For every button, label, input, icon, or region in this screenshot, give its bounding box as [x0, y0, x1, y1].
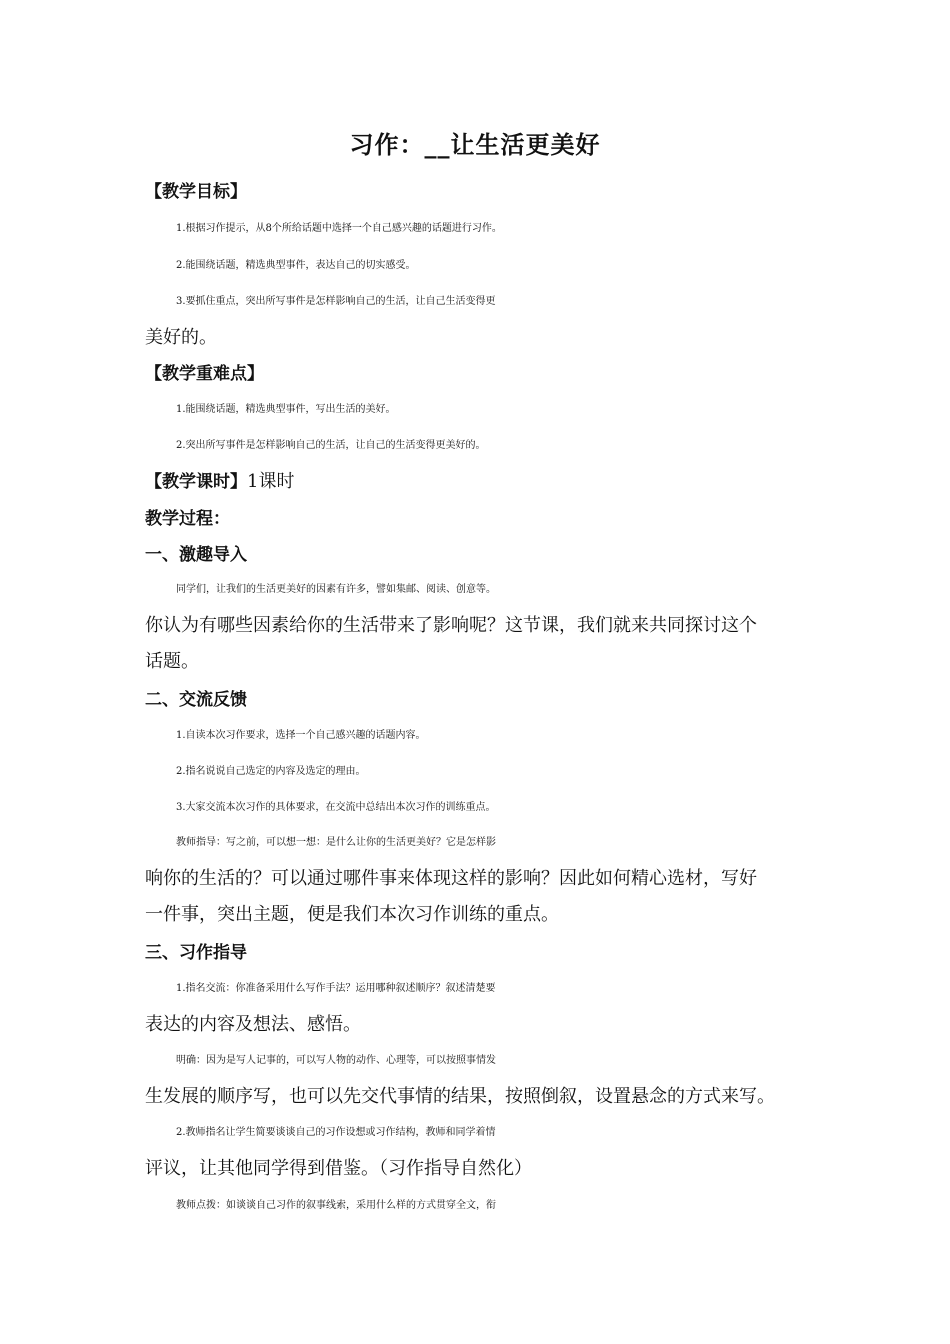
paragraph-line: 2.教师指名让学生简要谈谈自己的习作设想或习作结构，教师和同学着情 [176, 1127, 496, 1138]
paragraph-line: 响你的生活的？可以通过哪件事来体现这样的影响？因此如何精心选材，写好 [145, 868, 757, 889]
paragraph-line: 2.能围绕话题，精选典型事件，表达自己的切实感受。 [176, 260, 416, 271]
paragraph-line: 评议，让其他同学得到借鉴。（习作指导自然化） [145, 1158, 532, 1179]
paragraph-line: 3.大家交流本次习作的具体要求，在交流中总结出本次习作的训练重点。 [176, 802, 496, 813]
section-heading-goals: 【教学目标】 [145, 182, 247, 202]
page-title: 习作：__让生活更美好 [349, 131, 601, 159]
paragraph-line: 你认为有哪些因素给你的生活带来了影响呢？这节课，我们就来共同探讨这个 [145, 615, 757, 636]
section-heading-key-points: 【教学重难点】 [145, 364, 264, 384]
paragraph-line: 2.突出所写事件是怎样影响自己的生活，让自己的生活变得更美好的。 [176, 440, 486, 451]
paragraph-line: 2.指名说说自己选定的内容及选定的理由。 [176, 766, 366, 777]
paragraph-line: 同学们，让我们的生活更美好的因素有许多，譬如集邮、阅读、创意等。 [176, 584, 496, 595]
paragraph-line: 教师指导：写之前，可以想一想：是什么让你的生活更美好？它是怎样影 [176, 837, 496, 848]
class-hours-value: 1课时 [247, 471, 295, 492]
paragraph-line: 一件事，突出主题，便是我们本次习作训练的重点。 [145, 904, 559, 925]
paragraph-line: 3.要抓住重点，突出所写事件是怎样影响自己的生活，让自己生活变得更 [176, 296, 496, 307]
paragraph-line: 1.能围绕话题，精选典型事件，写出生活的美好。 [176, 404, 396, 415]
section-heading-exchange: 二、交流反馈 [145, 690, 247, 710]
paragraph-line: 教师点拨：如谈谈自己习作的叙事线索，采用什么样的方式贯穿全文，衔 [176, 1200, 496, 1211]
section-heading-guidance: 三、习作指导 [145, 943, 247, 963]
paragraph-line: 1.根据习作提示，从8个所给话题中选择一个自己感兴趣的话题进行习作。 [176, 223, 502, 234]
paragraph-line: 美好的。 [145, 327, 217, 348]
class-hours-label: 【教学课时】 [145, 472, 247, 492]
paragraph-line: 生发展的顺序写，也可以先交代事情的结果，按照倒叙，设置悬念的方式来写。 [145, 1086, 775, 1107]
section-heading-class-hours [145, 470, 815, 494]
paragraph-line: 明确：因为是写人记事的，可以写人物的动作、心理等，可以按照事情发 [176, 1055, 496, 1066]
paragraph-line: 表达的内容及想法、感悟。 [145, 1014, 361, 1035]
paragraph-line: 1.自读本次习作要求，选择一个自己感兴趣的话题内容。 [176, 730, 426, 741]
paragraph-line: 话题。 [145, 651, 199, 672]
paragraph-line: 1.指名交流：你准备采用什么写作手法？运用哪种叙述顺序？叙述清楚要 [176, 983, 496, 994]
section-heading-intro: 一、激趣导入 [145, 545, 247, 565]
section-heading-process: 教学过程： [145, 509, 230, 529]
